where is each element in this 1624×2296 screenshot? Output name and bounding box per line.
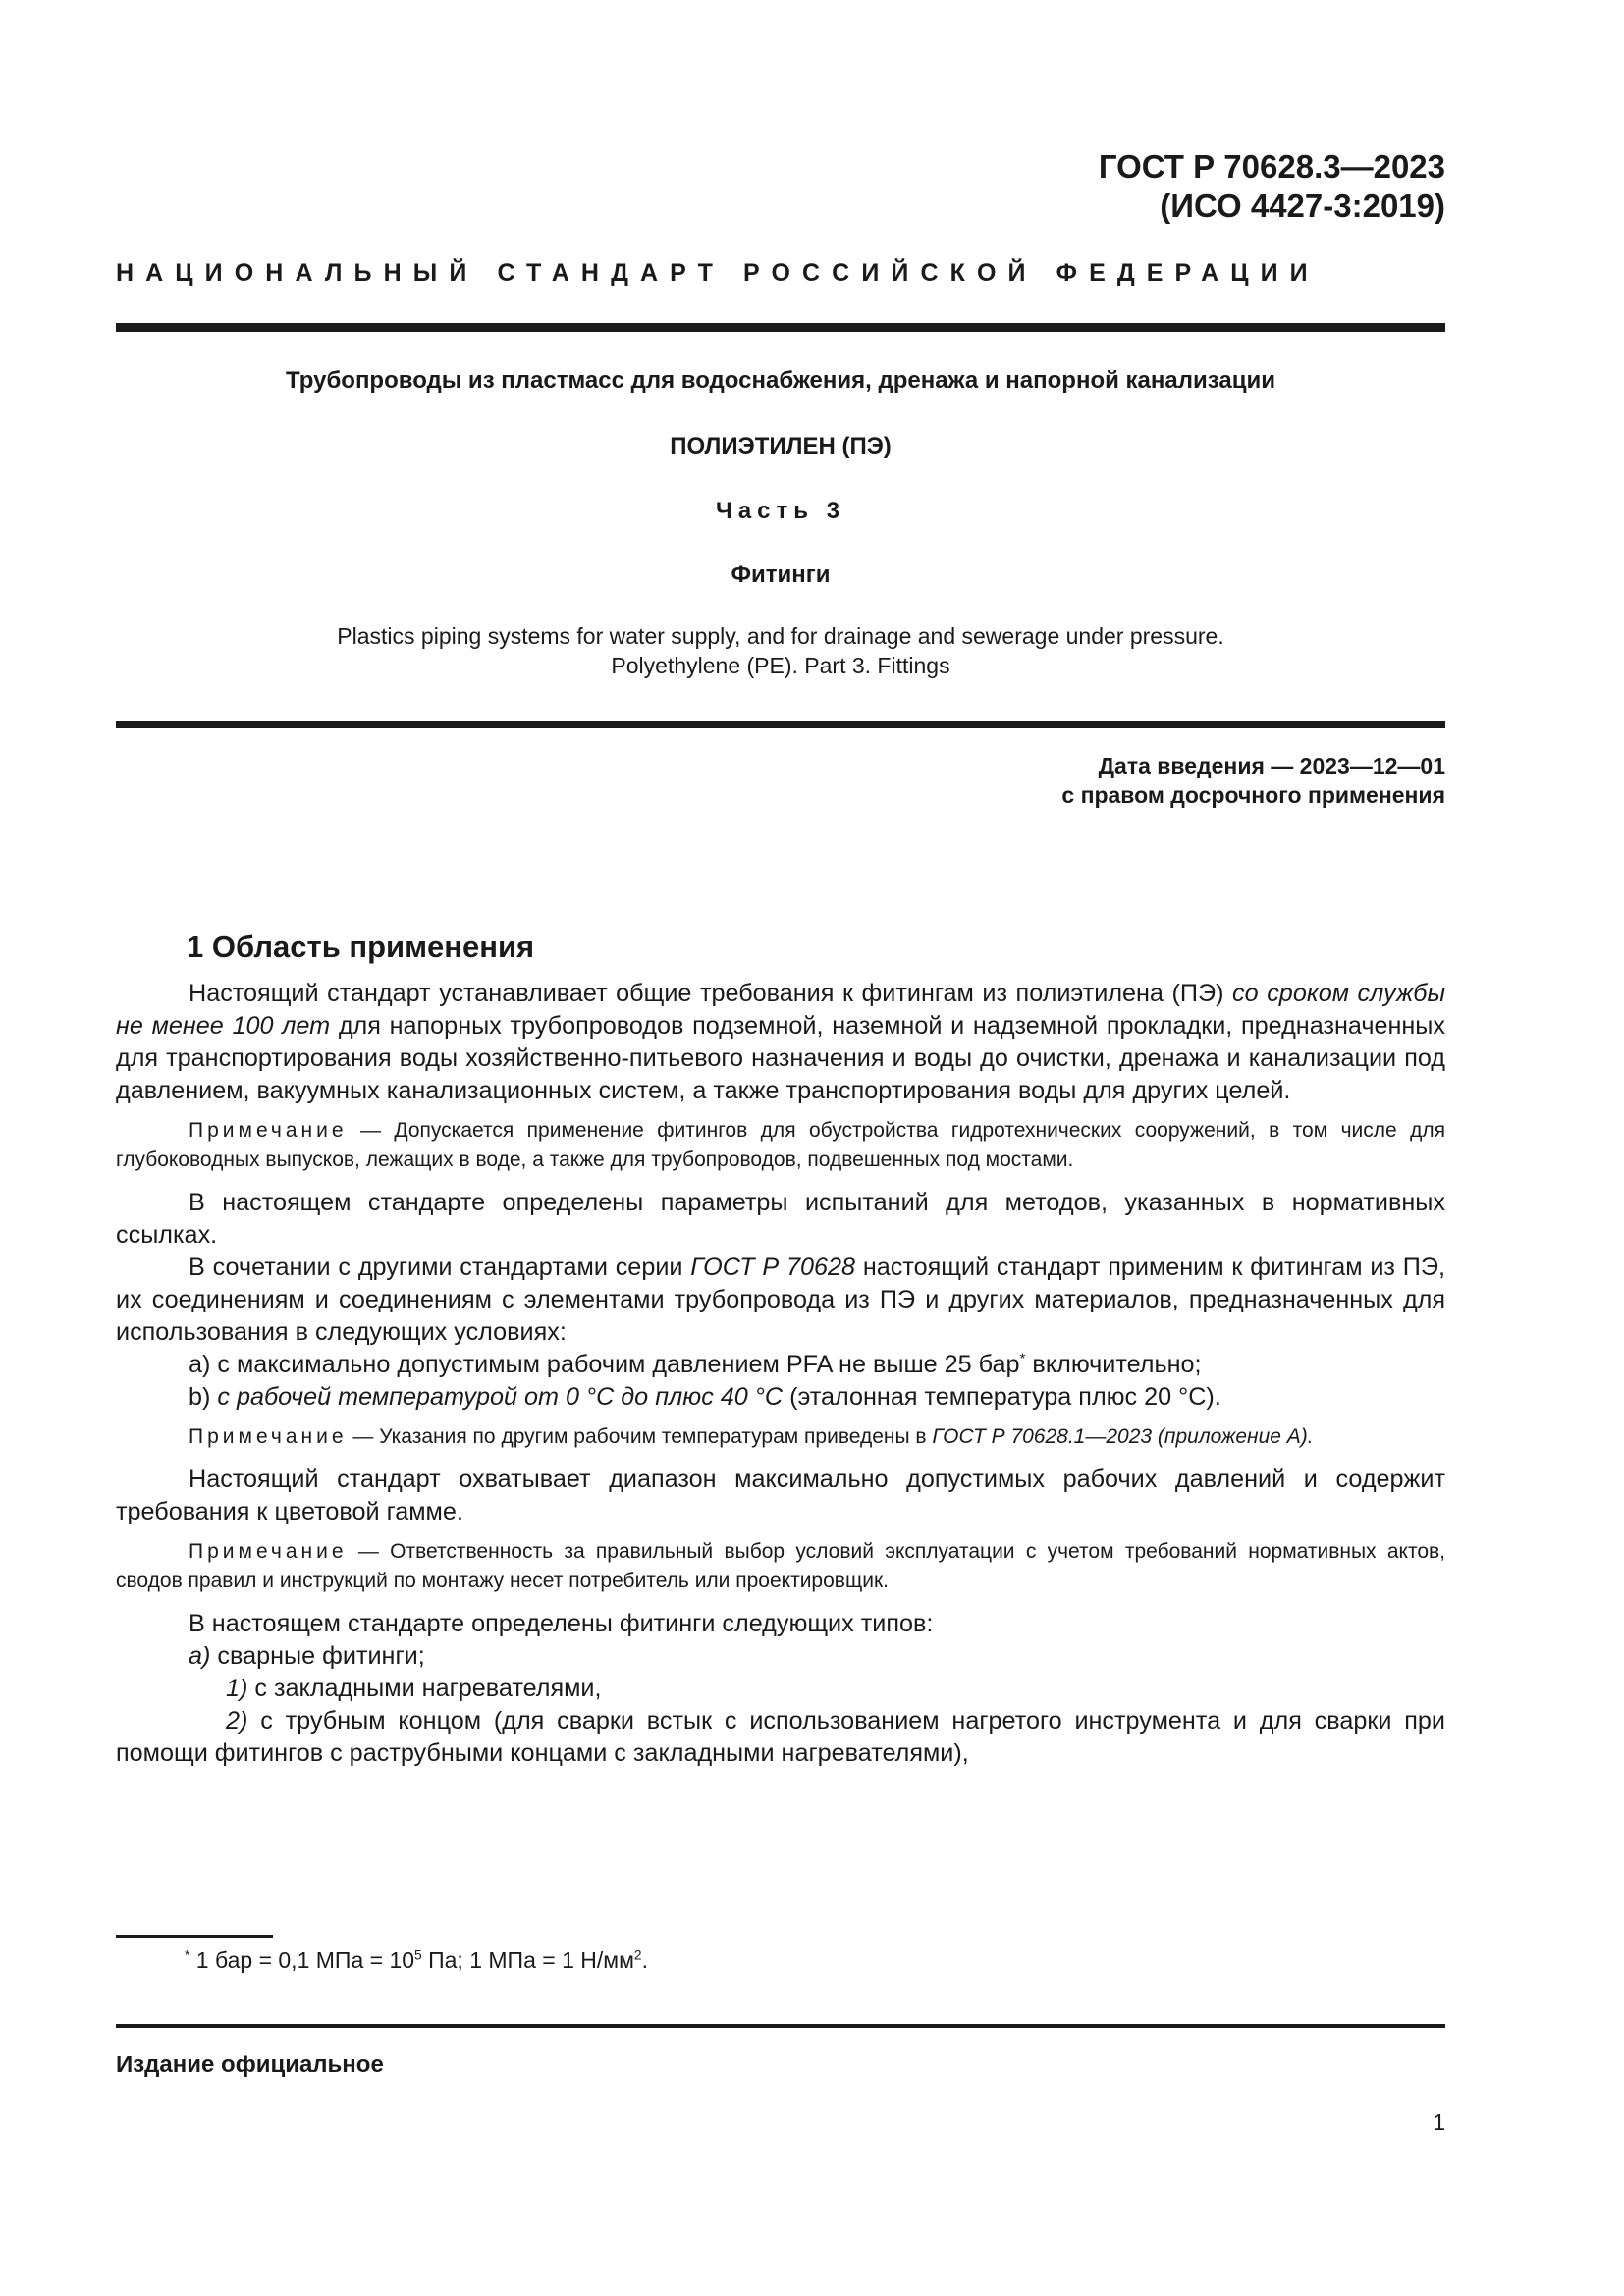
document-number-block: [1099, 147, 1445, 226]
iso-reference: (ИСО 4427-3:2019): [1160, 187, 1445, 224]
footnote-rule: [116, 1935, 273, 1938]
national-standard-banner: НАЦИОНАЛЬНЫЙ СТАНДАРТ РОССИЙСКОЙ ФЕДЕРАЦИИ: [116, 259, 1320, 287]
official-edition-label: Издание официальное: [116, 2052, 384, 2078]
type-item-a2: 2) с трубным концом (для сварки встык с использованием нагретого инструмента и для сварки при помощи фитингов с раструбными концами с закладными нагревателями),: [116, 1707, 1445, 1767]
type-item-a1: 1) с закладными нагревателями,: [226, 1675, 602, 1702]
footnote: * 1 бар = 0,1 МПа = $10^5$ Па; 1 МПа = 1 $Н/мм^2$.: [185, 1948, 648, 1973]
standard-part: Часть 3: [715, 498, 846, 524]
page-number: 1: [1433, 2109, 1445, 2135]
english-title: [116, 621, 1445, 680]
header-rule: [116, 323, 1445, 332]
paragraph-1: Настоящий стандарт устанавливает общие требования к фитингам из полиэтилена (ПЭ) со сроком службы не менее 100 лет для напорных трубопроводов подземной, наземной и надземной прокладки, предназначенных для транспортирования воды хозяйственно-питьевого назначения и воды до очистки, дренажа и канализации под давлением, вакуумных канализационных систем, а также транспортирования воды для других целей.: [116, 980, 1446, 1104]
type-item-a: а) сварные фитинги;: [189, 1642, 425, 1670]
english-title-line1: Plastics piping systems for water supply, and for drainage and sewerage under pressure.: [337, 623, 1224, 649]
note-3: Примечание — Ответственность за правильный выбор условий эксплуатации с учетом требований нормативных актов, сводов правил и инструкций по монтажу несет потребитель или проектировщик.: [116, 1540, 1445, 1592]
footer-rule: [116, 2024, 1445, 2028]
note-label: Примечание: [189, 1425, 348, 1448]
section-heading: 1 Область применения: [187, 930, 535, 964]
standard-title-line1: Трубопроводы из пластмасс для водоснабжения, дренажа и напорной канализации: [286, 367, 1275, 394]
title-rule: [116, 721, 1445, 728]
standard-part-title: Фитинги: [731, 561, 831, 588]
note-label: Примечание: [189, 1119, 348, 1142]
list-item-b: b) с рабочей температурой от 0 °С до плюс 40 °С (эталонная температура плюс 20 °С).: [189, 1383, 1221, 1411]
paragraph-4: Настоящий стандарт охватывает диапазон максимально допустимых рабочих давлений и содержит требования к цветовой гамме.: [116, 1466, 1445, 1525]
section-body: [116, 978, 1445, 1770]
paragraph-3: В сочетании с другими стандартами серии ГОСТ Р 70628 настоящий стандарт применим к фитингам из ПЭ, их соединениям и соединениям с элементами трубопровода из ПЭ и других материалов, предназначенных для использования в следующих условиях:: [116, 1254, 1445, 1346]
english-title-line2: Polyethylene (PE). Part 3. Fittings: [611, 653, 950, 678]
introduction-date: [1061, 751, 1445, 810]
introduction-date-line1: Дата введения — 2023—12—01: [1098, 753, 1445, 778]
paragraph-5: В настоящем стандарте определены фитинги следующих типов:: [189, 1610, 934, 1637]
note-2: Примечание — Указания по другим рабочим температурам приведены в ГОСТ Р 70628.1—2023 (приложение А).: [189, 1425, 1314, 1448]
introduction-date-line2: с правом досрочного применения: [1061, 782, 1445, 808]
note-label: Примечание: [189, 1540, 348, 1563]
note-1: Примечание — Допускается применение фитингов для обустройства гидротехнических сооружений, в том числе для глубоководных выпусков, лежащих в воде, а также для трубопроводов, подвешенных под мостами.: [116, 1119, 1445, 1171]
paragraph-2: В настоящем стандарте определены параметры испытаний для методов, указанных в нормативных ссылках.: [116, 1189, 1445, 1249]
standard-title-line2: ПОЛИЭТИЛЕН (ПЭ): [670, 433, 892, 459]
document-number: ГОСТ Р 70628.3—2023: [1098, 148, 1445, 185]
list-item-a: a) с максимально допустимым рабочим давлением PFA не выше 25 бар* включительно;: [189, 1350, 1202, 1378]
